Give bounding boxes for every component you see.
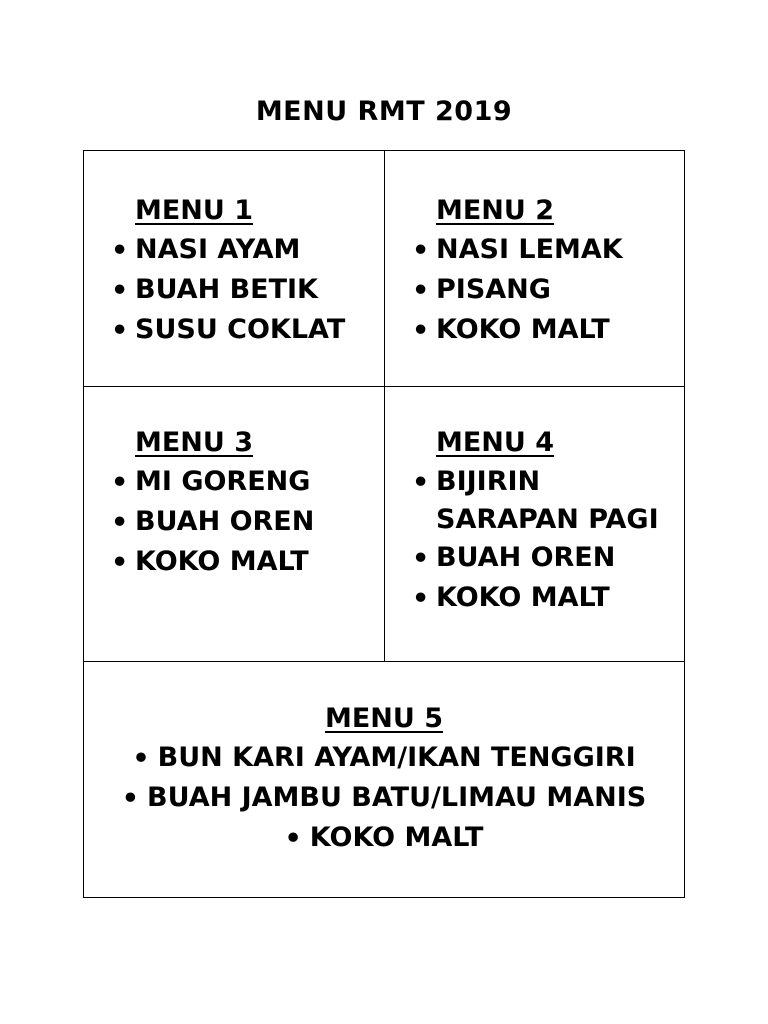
list-item (111, 503, 381, 543)
menu-item-label: BUAH OREN (135, 506, 315, 537)
menu-item-label: NASI LEMAK (436, 234, 623, 265)
bullet-icon: • (111, 275, 129, 306)
list-item (84, 739, 684, 779)
menu-item-label: BUAH BETIK (135, 274, 318, 305)
menu-item-label: KOKO MALT (135, 546, 309, 577)
bullet-icon: • (412, 467, 430, 498)
list-item (412, 271, 682, 311)
menu-table (83, 150, 685, 898)
menu-item-label: BUAH OREN (436, 542, 616, 573)
menu-item-label: KOKO MALT (436, 314, 610, 345)
menu-heading: MENU 4 (436, 427, 555, 458)
column-divider (384, 151, 385, 661)
list-item (412, 539, 672, 579)
list-item (412, 231, 682, 271)
menu-item-label: BUN KARI AYAM/IKAN TENGGIRI (157, 742, 636, 773)
menu-cell-1 (111, 191, 381, 351)
bullet-icon: • (412, 235, 430, 266)
list-item (111, 543, 381, 583)
page-title: MENU RMT 2019 (255, 96, 513, 127)
bullet-icon: • (132, 743, 150, 774)
list-item (412, 463, 672, 539)
row-divider (84, 386, 684, 387)
menu-cell-5 (84, 699, 684, 859)
bullet-icon: • (111, 315, 129, 346)
list-item (412, 579, 672, 619)
bullet-icon: • (111, 507, 129, 538)
menu-cell-2 (412, 191, 682, 351)
menu-heading: MENU 2 (436, 195, 555, 226)
bullet-icon: • (111, 547, 129, 578)
bullet-icon: • (412, 543, 430, 574)
menu-item-label: BIJIRIN SARAPAN PAGI (436, 466, 659, 535)
menu-item-label: BUAH JAMBU BATU/LIMAU MANIS (147, 782, 647, 813)
menu-item-label: SUSU COKLAT (135, 314, 346, 345)
menu-cell-4 (412, 423, 672, 619)
list-item (111, 231, 381, 271)
menu-cell-3 (111, 423, 381, 583)
menu-item-label: PISANG (436, 274, 551, 305)
menu-item-label: KOKO MALT (309, 822, 484, 853)
bullet-icon: • (412, 315, 430, 346)
row-divider (84, 661, 684, 662)
list-item (84, 779, 684, 819)
menu-heading: MENU 5 (324, 703, 444, 734)
list-item (111, 463, 381, 503)
bullet-icon: • (412, 583, 430, 614)
menu-item-label: MI GORENG (135, 466, 311, 497)
list-item (412, 311, 682, 351)
list-item (84, 819, 684, 859)
menu-item-label: NASI AYAM (135, 234, 301, 265)
bullet-icon: • (412, 275, 430, 306)
menu-heading: MENU 3 (135, 427, 254, 458)
list-item (111, 271, 381, 311)
bullet-icon: • (111, 467, 129, 498)
bullet-icon: • (121, 783, 140, 814)
bullet-icon: • (111, 235, 129, 266)
menu-item-label: KOKO MALT (436, 582, 610, 613)
list-item (111, 311, 381, 351)
menu-heading: MENU 1 (135, 195, 254, 226)
bullet-icon: • (284, 823, 302, 854)
